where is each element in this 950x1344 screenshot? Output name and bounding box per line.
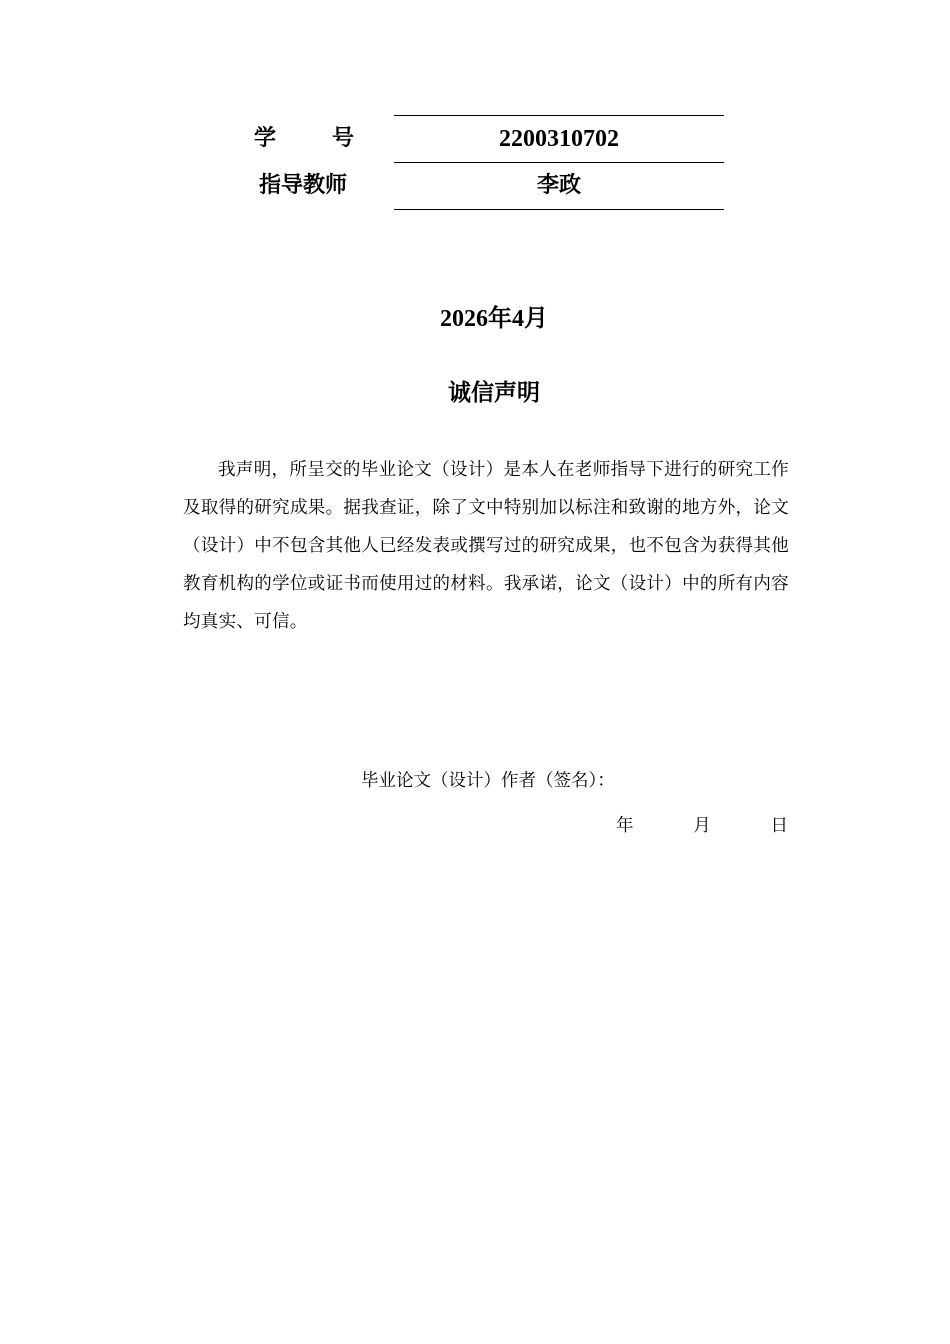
advisor-label: 指导教师 bbox=[258, 173, 347, 198]
signature-day: 日 bbox=[770, 816, 788, 836]
student-id-label-char-2: 号 bbox=[331, 126, 354, 151]
signature-month: 月 bbox=[693, 816, 711, 836]
author-signature-label: 毕业论文（设计）作者（签名）： bbox=[361, 771, 615, 791]
advisor-row bbox=[240, 162, 724, 209]
submission-date: 2026年4月 bbox=[440, 306, 548, 332]
signature-year: 年 bbox=[616, 816, 634, 836]
student-id-value: 2200310702 bbox=[394, 115, 724, 162]
signature-date-line bbox=[616, 811, 788, 841]
declaration-paragraph: 我声明，所呈交的毕业论文（设计）是本人在老师指导下进行的研究工作及取得的研究成果。据我查证，除了文中特别加以标注和致谢的地方外，论文（设计）中不包含其他人已经发表或撰写过的研究成果，也不包含为获得其他教育机构的学位或证书而使用过的材料。我承诺，论文（设计）中的所有内容均真实、可信。 bbox=[183, 460, 789, 632]
advisor-value: 李政 bbox=[394, 162, 724, 209]
student-id-label bbox=[240, 115, 366, 162]
table-bottom-rule bbox=[394, 209, 724, 210]
student-id-label-char-1: 学 bbox=[254, 126, 277, 151]
student-id-row bbox=[240, 115, 724, 162]
declaration-title: 诚信声明 bbox=[448, 380, 540, 406]
student-info-table bbox=[240, 115, 724, 209]
